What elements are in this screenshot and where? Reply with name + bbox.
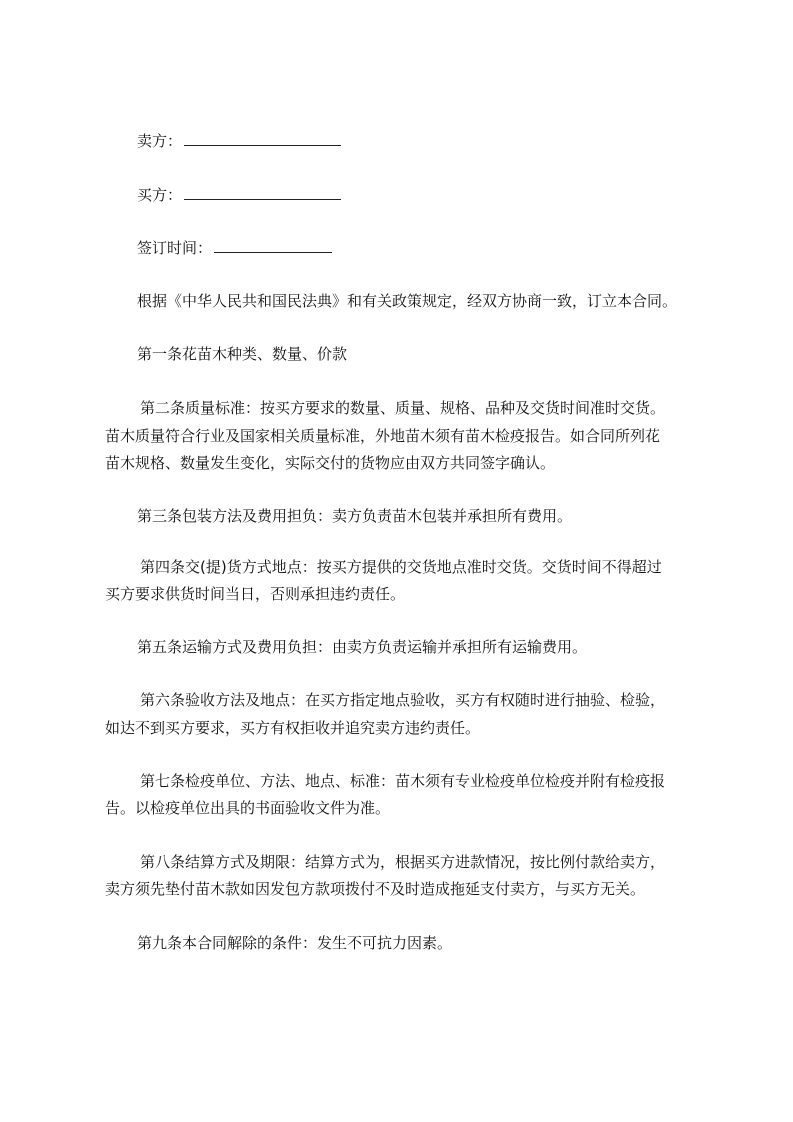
article-6-line-2: 如达不到买方要求，买方有权拒收并追究卖方违约责任。 <box>105 719 481 737</box>
article-9: 第九条本合同解除的条件：发生不可抗力因素。 <box>137 934 453 952</box>
article-8-line-1: 第八条结算方式及期限：结算方式为，根据买方进款情况，按比例付款给卖方， <box>140 853 666 871</box>
article-4-line-2: 买方要求供货时间当日，否则承担违约责任。 <box>105 585 406 603</box>
article-5: 第五条运输方式及费用负担：由卖方负责运输并承担所有运输费用。 <box>137 638 588 656</box>
buyer-field <box>137 184 341 206</box>
article-2-line-1: 第二条质量标准：按买方要求的数量、质量、规格、品种及交货时间准时交货。 <box>140 399 666 417</box>
sign-date-field <box>137 237 332 259</box>
article-6-line-1: 第六条验收方法及地点：在买方指定地点验收，买方有权随时进行抽验、检验， <box>140 691 666 709</box>
article-2-line-3: 苗木规格、数量发生变化，实际交付的货物应由双方共同签字确认。 <box>105 454 556 472</box>
article-1: 第一条花苗木种类、数量、价款 <box>137 345 348 363</box>
sign-date-label: 签订时间： <box>137 239 213 257</box>
article-7-line-1: 第七条检疫单位、方法、地点、标准：苗木须有专业检疫单位检疫并附有检疫报 <box>140 772 666 790</box>
seller-blank <box>184 132 341 146</box>
buyer-blank <box>184 186 341 200</box>
article-2-line-2: 苗木质量符合行业及国家相关质量标准，外地苗木须有苗木检疫报告。如合同所列花 <box>105 427 661 445</box>
article-4-line-1: 第四条交(提)货方式地点：按买方提供的交货地点准时交货。交货时间不得超过 <box>140 558 662 576</box>
article-3: 第三条包装方法及费用担负：卖方负责苗木包装并承担所有费用。 <box>137 507 573 525</box>
preamble: 根据《中华人民共和国民法典》和有关政策规定，经双方协商一致，订立本合同。 <box>137 292 678 310</box>
buyer-label: 买方： <box>137 186 183 204</box>
article-8-line-2: 卖方须先垫付苗木款如因发包方款项拨付不及时造成拖延支付卖方，与买方无关。 <box>105 880 646 898</box>
sign-date-blank <box>214 239 332 253</box>
article-7-line-2: 告。以检疫单位出具的书面验收文件为准。 <box>105 799 391 817</box>
seller-field <box>137 130 341 152</box>
seller-label: 卖方： <box>137 132 183 150</box>
